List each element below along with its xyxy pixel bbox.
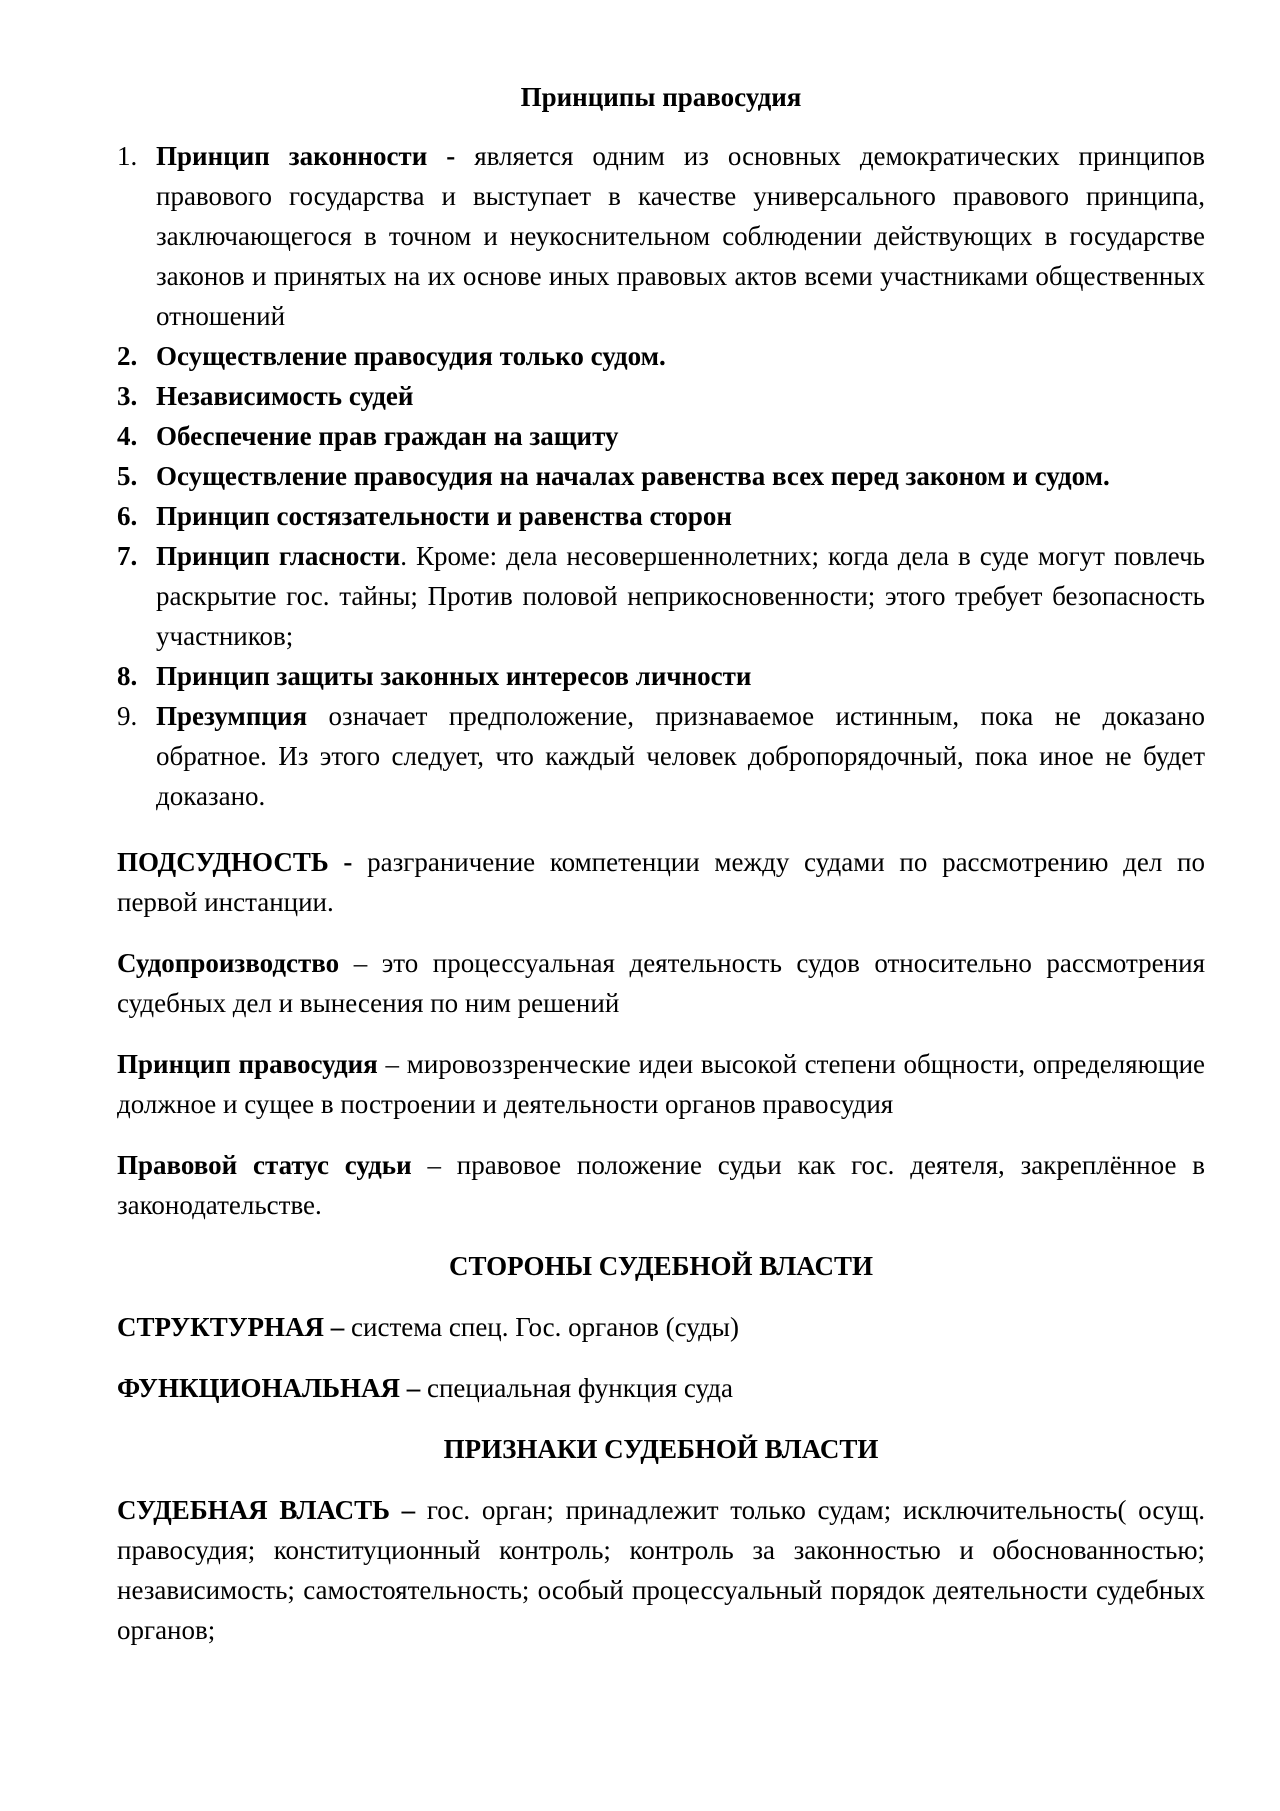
list-number: 9.	[117, 701, 138, 731]
definition-text: – мировоззренческие идеи высокой степени общности, определяющие должное и сущее в построении и деятельности органов правосудия	[117, 1049, 1205, 1119]
list-item	[117, 456, 1205, 496]
list-number: 1.	[117, 141, 138, 171]
list-number: 5.	[117, 461, 138, 491]
definition-princip-pravosudiya	[117, 1044, 1205, 1124]
principle-text: . Кроме: дела несовершеннолетних; когда дела в суде могут повлечь раскрытие гос. тайны; Против половой неприкосновенности; этого требует безопасность участников;	[156, 541, 1205, 651]
definition-term: Принцип правосудия	[117, 1049, 378, 1079]
principles-list	[117, 136, 1205, 816]
definition-status-sudi	[117, 1145, 1205, 1225]
side-text: специальная функция суда	[420, 1373, 734, 1403]
definition-text: разграничение компетенции между судами по рассмотрению дел по первой инстанции.	[117, 847, 1205, 917]
principle-term: Осуществление правосудия только судом.	[156, 341, 666, 371]
side-text: система спец. Гос. органов (суды)	[344, 1312, 739, 1342]
section-heading-sides: СТОРОНЫ СУДЕБНОЙ ВЛАСТИ	[449, 1251, 873, 1281]
list-number: 6.	[117, 501, 138, 531]
principle-text: является одним из основных демократических принципов правового государства и выступает в качестве универсального правового принципа, заключающегося в точном и неукоснительном соблюдении действующих в государстве законов и принятых на их основе иных правовых актов всеми участниками общественных отношений	[156, 141, 1205, 331]
list-number: 3.	[117, 381, 138, 411]
list-number: 2.	[117, 341, 138, 371]
list-item	[117, 336, 1205, 376]
list-number: 8.	[117, 661, 138, 691]
definition-podsudnost	[117, 842, 1205, 922]
principle-term: Принцип защиты законных интересов личности	[156, 661, 752, 691]
list-item	[117, 376, 1205, 416]
side-term: ФУНКЦИОНАЛЬНАЯ –	[117, 1373, 421, 1403]
side-structural	[117, 1307, 1205, 1347]
sign-judicial-power	[117, 1490, 1205, 1650]
principle-term: Осуществление правосудия на началах равенства всех перед законом и судом.	[156, 461, 1110, 491]
sign-text: гос. орган; принадлежит только судам; исключительность( осущ. правосудия; конституционный контроль; контроль за законностью и обоснованностью; независимость; самостоятельность; особый процессуальный порядок деятельности судебных органов;	[117, 1495, 1205, 1645]
definition-term: Судопроизводство	[117, 948, 340, 978]
principle-term: Принцип гласности	[156, 541, 401, 571]
list-item	[117, 656, 1205, 696]
list-item	[117, 136, 1205, 336]
section-heading-signs: ПРИЗНАКИ СУДЕБНОЙ ВЛАСТИ	[443, 1434, 879, 1464]
list-number: 4.	[117, 421, 138, 451]
definition-term: Правовой статус судьи	[117, 1150, 412, 1180]
document-page	[117, 74, 1205, 1650]
principle-term: Презумпция	[156, 701, 308, 731]
principle-term: Принцип законности -	[156, 141, 456, 171]
document-title: Принципы правосудия	[520, 82, 802, 112]
principle-term: Независимость судей	[156, 381, 414, 411]
principle-term: Обеспечение прав граждан на защиту	[156, 421, 619, 451]
definition-term: ПОДСУДНОСТЬ -	[117, 847, 353, 877]
sign-term: СУДЕБНАЯ ВЛАСТЬ –	[117, 1495, 416, 1525]
list-number: 7.	[117, 541, 138, 571]
list-item	[117, 696, 1205, 816]
definition-sudoproizvodstvo	[117, 943, 1205, 1023]
side-functional	[117, 1368, 1205, 1408]
definition-text: – правовое положение судьи как гос. деятеля, закреплённое в законодательстве.	[117, 1150, 1205, 1220]
definition-text: – это процессуальная деятельность судов относительно рассмотрения судебных дел и вынесения по ним решений	[117, 948, 1205, 1018]
principle-term: Принцип состязательности и равенства сторон	[156, 501, 732, 531]
principle-text: означает предположение, признаваемое истинным, пока не доказано обратное. Из этого следует, что каждый человек добропорядочный, пока иное не будет доказано.	[156, 701, 1205, 811]
side-term: СТРУКТУРНАЯ –	[117, 1312, 345, 1342]
list-item	[117, 536, 1205, 656]
list-item	[117, 496, 1205, 536]
list-item	[117, 416, 1205, 456]
